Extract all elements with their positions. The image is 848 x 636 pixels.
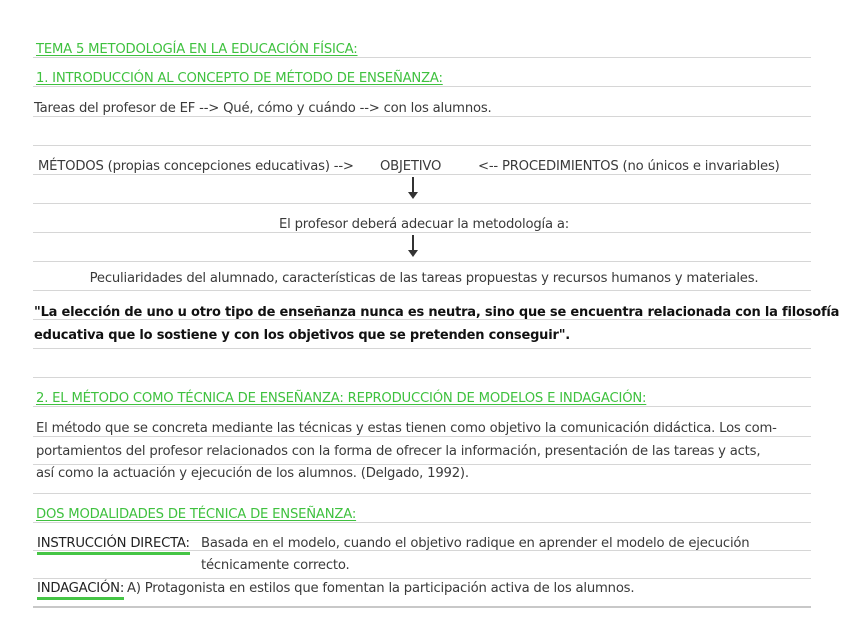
line-rule	[33, 261, 811, 262]
procedures-text: <-- PROCEDIMIENTOS (no únicos e invariables)	[478, 159, 780, 174]
page-title: TEMA 5 METODOLOGÍA EN LA EDUCACIÓN FÍSICA:	[36, 42, 358, 57]
adapt-text: El profesor deberá adecuar la metodología a:	[279, 217, 569, 232]
line-rule	[33, 203, 811, 204]
methods-text: MÉTODOS (propias concepciones educativas) -->	[38, 159, 354, 174]
modalities-heading: DOS MODALIDADES DE TÉCNICA DE ENSEÑANZA:	[36, 507, 357, 522]
quote-line-2: educativa que lo sostiene y con los objetivos que se pretenden conseguir".	[34, 328, 571, 343]
section-1-heading: 1. INTRODUCCIÓN AL CONCEPTO DE MÉTODO DE ENSEÑANZA:	[36, 71, 443, 86]
objective-text: OBJETIVO	[380, 159, 442, 174]
peculiarities-text: Peculiaridades del alumnado, características de las tareas propuestas y recursos humanos y materiales.	[89, 271, 759, 286]
line-rule	[33, 377, 811, 378]
direct-instruction-label: INSTRUCCIÓN DIRECTA:	[37, 535, 190, 555]
down-arrow-icon	[412, 235, 414, 252]
line-rule	[33, 493, 811, 494]
inquiry-text: A) Protagonista en estilos que fomentan la participación activa de los alumnos.	[127, 581, 635, 596]
line-rule	[33, 145, 811, 146]
tasks-line: Tareas del profesor de EF --> Qué, cómo y cuándo --> con los alumnos.	[34, 101, 492, 116]
direct-instruction-text-1: Basada en el modelo, cuando el objetivo radique en aprender el modelo de ejecución	[201, 536, 750, 551]
line-rule	[33, 578, 811, 579]
direct-instruction-text-2: técnicamente correcto.	[201, 558, 350, 573]
paragraph-line-3: así como la actuación y ejecución de los alumnos. (Delgado, 1992).	[36, 466, 469, 481]
line-rule	[33, 348, 811, 349]
quote-line-1: "La elección de uno u otro tipo de enseñanza nunca es neutra, sino que se encuentra relacionada con la filosofía	[34, 305, 840, 320]
line-rule	[33, 606, 811, 608]
down-arrow-icon	[412, 177, 414, 194]
paragraph-line-1: El método que se concreta mediante las técnicas y estas tienen como objetivo la comunicación didáctica. Los com-	[36, 421, 777, 436]
line-rule	[33, 290, 811, 291]
paragraph-line-2: portamientos del profesor relacionados con la forma de ofrecer la información, presentación de las tareas y acts,	[36, 444, 761, 459]
section-2-heading: 2. EL MÉTODO COMO TÉCNICA DE ENSEÑANZA: REPRODUCCIÓN DE MODELOS E INDAGACIÓN:	[36, 391, 647, 406]
inquiry-label: INDAGACIÓN:	[37, 580, 124, 600]
